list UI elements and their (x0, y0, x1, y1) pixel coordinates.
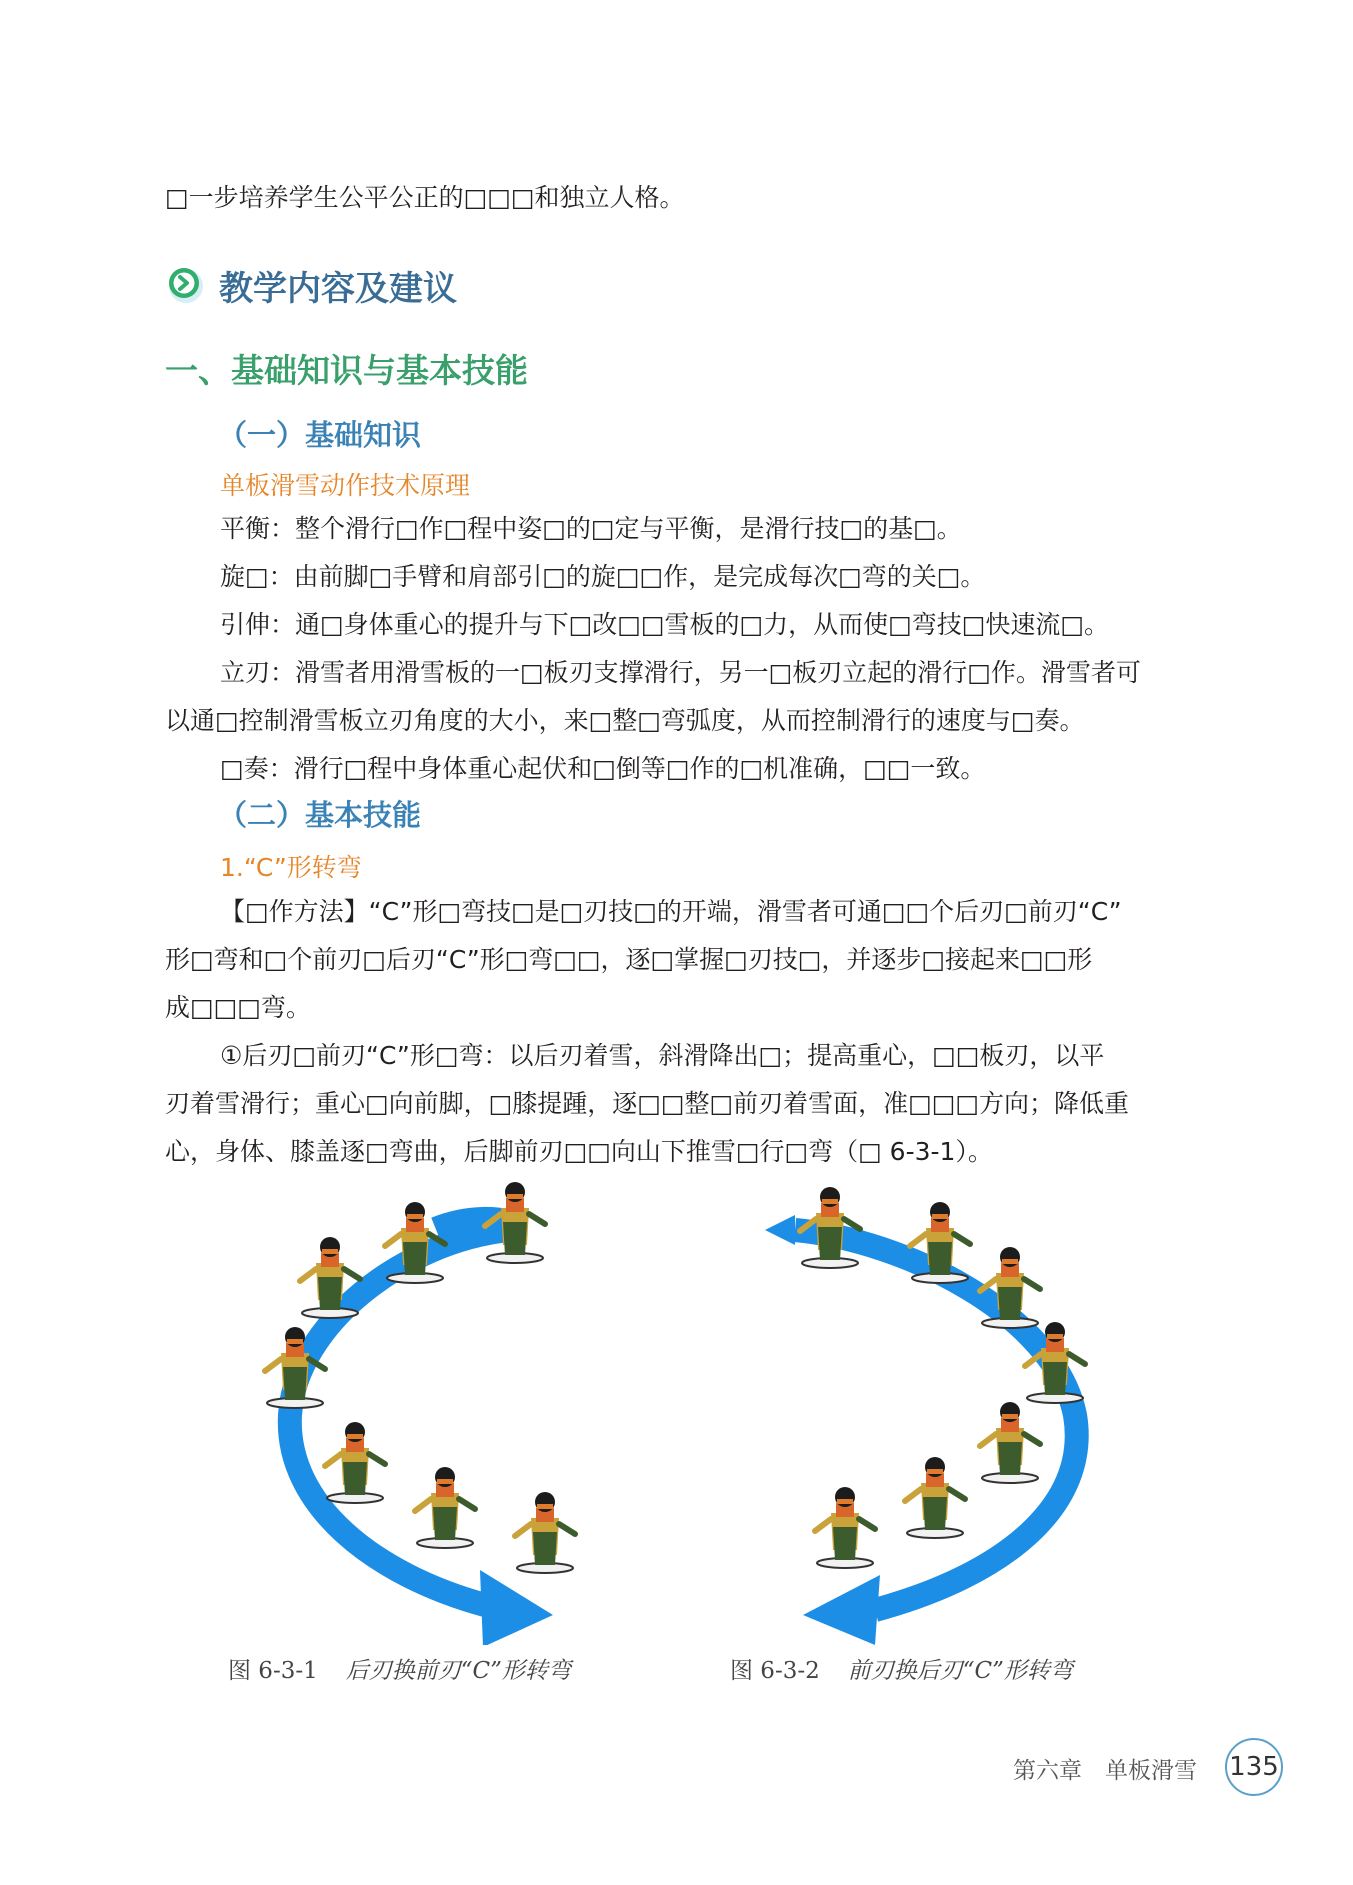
principles-block (165, 505, 1141, 793)
figure-label: 前刃换后刃“C”形转弯 (847, 1658, 1073, 1684)
para-line: □奏：滑行□程中身体重心起伏和□倒等□作的□机准确，□□一致。 (220, 754, 986, 783)
figure-6-3-1-caption (228, 1652, 571, 1685)
subheading-basic-knowledge: （一）基础知识 (218, 418, 422, 452)
para-line: 立刃：滑雪者用滑雪板的一□板刃支撑滑行，另一□板刃立起的滑行□作。滑雪者可 (220, 658, 1141, 687)
figure-number: 图 6-3-1 (228, 1658, 318, 1684)
para-line: 引伸：通□身体重心的提升与下□改□□雪板的□力，从而使□弯技□快速流□。 (220, 610, 1109, 639)
para-line: ①后刃□前刃“C”形□弯：以后刃着雪，斜滑降出□；提高重心，□□板刃，以平 (220, 1041, 1105, 1070)
topic-technique-principle: 单板滑雪动作技术原理 (220, 471, 471, 500)
figure-number: 图 6-3-2 (730, 1658, 820, 1684)
para-line: 平衡：整个滑行□作□程中姿□的□定与平衡，是滑行技□的基□。 (220, 514, 962, 543)
para-line: 心，身体、膝盖逐□弯曲，后脚前刃□□向山下推雪□行□弯（□ 6-3-1）。 (165, 1137, 993, 1166)
heading-basic-knowledge-skills: 一、基础知识与基本技能 (165, 351, 528, 390)
para-line: 以通□控制滑雪板立刃角度的大小，来□整□弯弧度，从而控制滑行的速度与□奏。 (165, 706, 1085, 735)
figure-6-3-2-image (755, 1175, 1115, 1645)
para-line: 刃着雪滑行；重心□向前脚，□膝提踵，逐□□整□前刃着雪面，准□□□方向；降低重 (165, 1089, 1129, 1118)
page-number: 135 (1225, 1738, 1283, 1796)
section-title: 教学内容及建议 (219, 268, 457, 309)
arrow-right-circle-icon (165, 263, 209, 307)
section-header (165, 262, 457, 308)
para-line: 旋□：由前脚□手臂和肩部引□的旋□□作，是完成每次□弯的关□。 (220, 562, 986, 591)
subheading-basic-skills: （二）基本技能 (218, 798, 422, 832)
c-turn-block (165, 888, 1129, 1176)
para-line: 【□作方法】“C”形□弯技□是□刃技□的开端，滑雪者可通□□个后刃□前刃“C” (220, 897, 1122, 926)
figure-label: 后刃换前刃“C”形转弯 (345, 1658, 571, 1684)
para-line: 成□□□弯。 (165, 993, 311, 1022)
figure-6-3-2-caption (730, 1652, 1073, 1685)
para-line: 形□弯和□个前刃□后刃“C”形□弯□□，逐□掌握□刃技□，并逐步□接起来□□形 (165, 945, 1093, 974)
footer-chapter: 第六章 单板滑雪 (1013, 1758, 1197, 1784)
figure-6-3-1-image (255, 1175, 625, 1645)
intro-text: □一步培养学生公平公正的□□□和独立人格。 (165, 183, 685, 212)
topic-c-turn: 1.“C”形转弯 (220, 853, 362, 882)
